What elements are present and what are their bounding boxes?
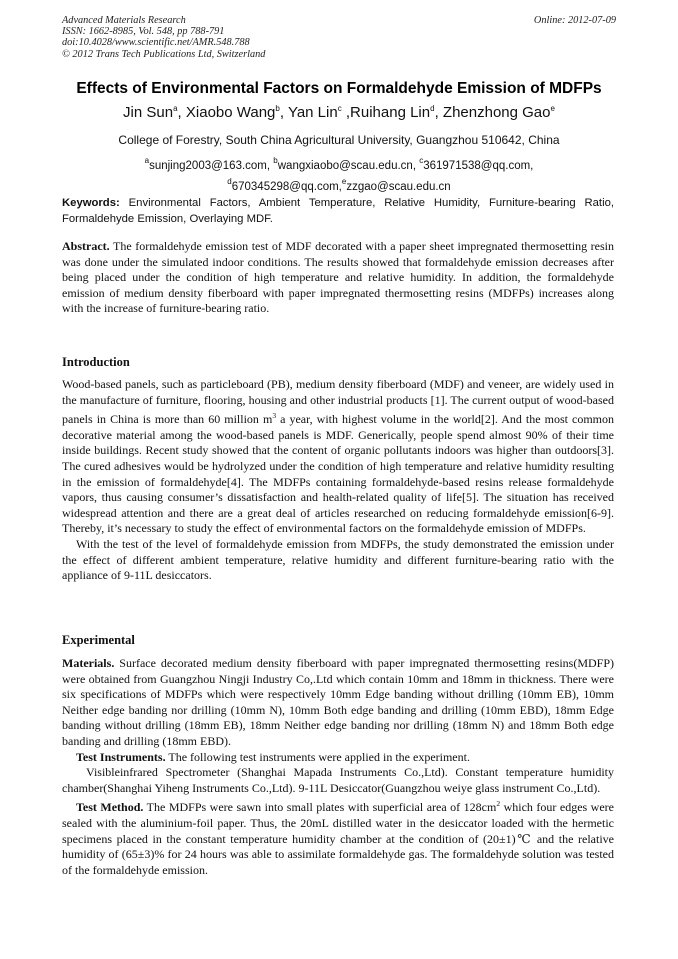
paper-title: Effects of Environmental Factors on Formaldehyde Emission of MDFPs bbox=[76, 80, 602, 97]
instruments-list: Visibleinfrared Spectrometer (Shanghai Mapada Instruments Co.,Ltd). Constant temperature humidity chamber(Shanghai Yiheng Instruments Co.,Ltd). 9-11L Desiccator(Guangzhou weiye glass instrument Co.,Ltd). bbox=[62, 765, 614, 795]
email-d: 670345298@qq.com, bbox=[231, 181, 342, 193]
author-name: Ruihang Lin bbox=[350, 104, 431, 121]
instruments-text: The following test instruments were applied in the experiment. bbox=[168, 749, 470, 764]
journal-header bbox=[62, 15, 616, 60]
author-name: Jin Sun bbox=[123, 104, 174, 121]
journal-name: Advanced Materials Research bbox=[62, 15, 186, 26]
doi-line: doi:10.4028/www.scientific.net/AMR.548.788 bbox=[62, 37, 250, 49]
email-a: sunjing2003@163.com, bbox=[149, 160, 271, 172]
intro-p1-text-cont: a year, with highest volume in the world[2]. And the most common decorative material among the wood-based panels is MDF. Generically, people spend almost 90% of their time inside buildings. Recent study showed that the content of organic pollutants indoors was higher than outdoors[3]. The cured adhesives would be hydrolyzed under the condition of high temperature and relative humidity resulting in the emission of formaldehyde[4]. The MDFPs containing formaldehyde-based resins release formaldehyde vapors, thus causing consumer’s dissatisfaction and health-related quality of life[5]. The situation has received widespread attention and there are a great deal of articles researched on reducing formaldehyde emission[6-9]. Thereby, it’s necessary to study the effect of environmental factors on the formaldehyde emission of MDFPs. bbox=[62, 412, 615, 536]
instruments-paragraph bbox=[62, 750, 614, 766]
affiliation: College of Forestry, South China Agricultural University, Guangzhou 510642, China bbox=[118, 133, 560, 147]
author-sup: d bbox=[430, 104, 435, 113]
author-name: Zhenzhong Gao bbox=[442, 104, 551, 121]
intro-paragraph-2: With the test of the level of formaldehyde emission from MDFPs, the study demonstrated the emission under the effect of different ambient temperature, relative humidity and different furniture-bearing ratio with the appliance of 9-11L desiccators. bbox=[62, 536, 614, 583]
email-c: 361971538@qq.com, bbox=[423, 160, 534, 172]
experimental-body bbox=[62, 656, 614, 878]
copyright-line: © 2012 Trans Tech Publications Ltd, Switzerland bbox=[62, 48, 266, 60]
author-name: Xiaobo Wang bbox=[185, 104, 276, 121]
author-sup: c bbox=[337, 104, 342, 113]
issn-line: ISSN: 1662-8985, Vol. 548, pp 788-791 bbox=[62, 26, 225, 38]
abstract bbox=[62, 239, 614, 317]
intro-paragraph-1 bbox=[62, 377, 614, 537]
method-paragraph bbox=[62, 796, 614, 878]
introduction-heading: Introduction bbox=[62, 355, 130, 369]
email-block: $^a$sunjing2003@163.com, $^b$wangxiaobo@scau.edu.cn, $^c$361971538@qq.com, $^d$670345298@qq.com,$^e$zzgao@scau.edu.cn bbox=[144, 156, 534, 193]
instruments-label: Test Instruments. bbox=[76, 749, 166, 764]
author-sup: b bbox=[275, 104, 280, 113]
abstract-text: The formaldehyde emission test of MDF decorated with a paper sheet impregnated thermosetting resin was done under the simulated indoor conditions. The results showed that formaldehyde emission decreases after being placed under the condition of high temperature and relative humidity. In addition, the formaldehyde emission of medium density fiberboard with paper impregnated thermosetting resins (MDFPs) increases along with the increase of furniture-bearing ratio. bbox=[62, 239, 614, 316]
author-name: Yan Lin bbox=[287, 104, 338, 121]
method-label: Test Method. bbox=[76, 800, 144, 815]
author-list: Jin Sun$^a$, Xiaobo Wang$^b$, Yan Lin$^c$ ,Ruihang Lin$^d$, Zhenzhong Gao$^e$ bbox=[123, 104, 555, 121]
materials-paragraph bbox=[62, 656, 614, 750]
keywords-text: Environmental Factors, Ambient Temperature, Relative Humidity, Furniture-bearing Ratio, Formaldehyde Emission, Overlaying MDF. bbox=[62, 197, 615, 225]
introduction-body bbox=[62, 377, 614, 584]
materials-text: Surface decorated medium density fiberboard with paper impregnated thermosetting resins(MDFP) were obtained from Guangzhou Ningji Industry Co,.Ltd which contain 10mm and 18mm in thickness. There were six specifications of MDFPs which were respectively 10mm Edge banding without drilling (10mm EB), 10mm Neither edge banding nor drilling (10mm N), 10mm Both edge banding and drilling (10mm EBD), 18mm Edge banding without drilling (18mm EB), 18mm Neither edge banding nor drilling (18mm N) and 18mm Both edge banding and drilling (18mm EBD). bbox=[62, 656, 614, 748]
email-b: wangxiaobo@scau.edu.cn, bbox=[277, 160, 417, 172]
method-text-cont: which four edges were sealed with the aluminium-foil paper. Thus, the 20mL distilled water in the desiccator loaded with the hermetic specimens placed in the constant temperature humidity chamber at the condition of (20±1)℃ and the relative humidity of (65±3)% for 24 hours was able to assimilate formaldehyde gas. The formaldehyde solution was tested of the formaldehyde emission. bbox=[62, 800, 614, 877]
method-sup: 2 bbox=[496, 799, 501, 809]
email-e: zzgao@scau.edu.cn bbox=[346, 181, 451, 193]
online-date: Online: 2012-07-09 bbox=[533, 15, 616, 26]
abstract-label: Abstract. bbox=[62, 239, 110, 253]
method-text: The MDFPs were sawn into small plates with superficial area of 128cm bbox=[146, 800, 497, 815]
keywords-label: Keywords: bbox=[62, 197, 120, 209]
experimental-heading: Experimental bbox=[62, 633, 135, 647]
materials-label: Materials. bbox=[62, 656, 115, 670]
keywords bbox=[62, 195, 614, 227]
intro-p1-text: Wood-based panels, such as particleboard (PB), medium density fiberboard (MDF) and veneer, are widely used in the manufacture of furniture, flooring, housing and other industrial products [1]. The current output of wood-based panels in China is more than 60 million m bbox=[62, 377, 614, 427]
author-sup: a bbox=[173, 104, 178, 113]
intro-p1-sup: 3 bbox=[272, 411, 277, 421]
author-sup: e bbox=[550, 104, 555, 113]
